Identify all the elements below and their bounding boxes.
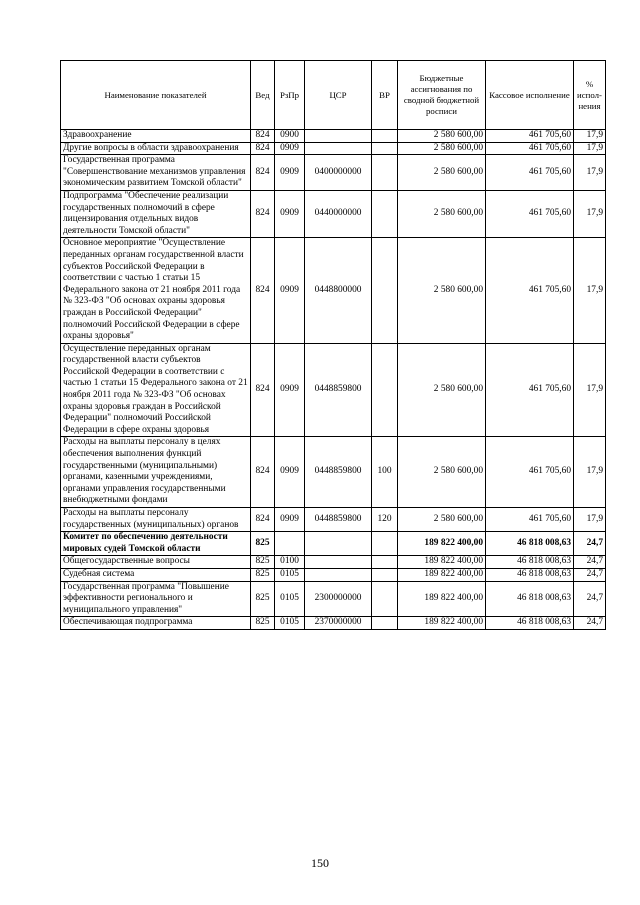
cell-pct: 24,7 — [574, 581, 606, 617]
cell-name: Основное мероприятие "Осуществление переданных органам государственной власти субъектов Российской Федерации в соответствии с частью 1 статьи 15 Федерального закона от 21 ноября 2011 года № 323-ФЗ "Об основах охраны здоровья граждан в Российской Федерации" полномочий Российской Федерации в сфере охраны здоровья" — [61, 238, 251, 343]
cell-assign: 189 822 400,00 — [398, 617, 486, 630]
cell-pct: 17,9 — [574, 155, 606, 191]
cell-cash: 461 705,60 — [486, 238, 574, 343]
table-row — [61, 617, 606, 630]
cell-vr — [372, 532, 398, 556]
cell-ved: 824 — [251, 130, 275, 143]
cell-assign: 2 580 600,00 — [398, 437, 486, 508]
cell-cash: 461 705,60 — [486, 142, 574, 155]
cell-rzpr: 0100 — [275, 556, 305, 569]
cell-rzpr: 0909 — [275, 238, 305, 343]
cell-vr — [372, 581, 398, 617]
cell-rzpr: 0909 — [275, 155, 305, 191]
cell-vr — [372, 343, 398, 437]
cell-ved: 825 — [251, 568, 275, 581]
cell-ved: 824 — [251, 190, 275, 237]
cell-assign: 189 822 400,00 — [398, 556, 486, 569]
cell-rzpr: 0105 — [275, 617, 305, 630]
table-row — [61, 142, 606, 155]
page-number: 150 — [311, 856, 329, 870]
cell-cash: 461 705,60 — [486, 343, 574, 437]
cell-csr: 0400000000 — [305, 155, 372, 191]
cell-rzpr: 0909 — [275, 190, 305, 237]
cell-vr — [372, 617, 398, 630]
cell-name: Здравоохранение — [61, 130, 251, 143]
cell-csr: 0448859800 — [305, 508, 372, 532]
cell-ved: 824 — [251, 142, 275, 155]
cell-ved: 825 — [251, 617, 275, 630]
cell-cash: 46 818 008,63 — [486, 568, 574, 581]
cell-csr: 0448859800 — [305, 437, 372, 508]
header-rzpr: РзПр — [275, 61, 305, 130]
cell-ved: 824 — [251, 437, 275, 508]
cell-assign: 2 580 600,00 — [398, 343, 486, 437]
cell-pct: 17,9 — [574, 190, 606, 237]
table-row — [61, 190, 606, 237]
cell-vr: 100 — [372, 437, 398, 508]
table-row — [61, 508, 606, 532]
cell-ved: 825 — [251, 581, 275, 617]
table-row — [61, 155, 606, 191]
cell-ved: 825 — [251, 556, 275, 569]
cell-pct: 17,9 — [574, 508, 606, 532]
cell-rzpr: 0105 — [275, 568, 305, 581]
cell-ved: 824 — [251, 343, 275, 437]
cell-ved: 824 — [251, 508, 275, 532]
cell-assign: 2 580 600,00 — [398, 155, 486, 191]
cell-name: Общегосударственные вопросы — [61, 556, 251, 569]
cell-vr — [372, 238, 398, 343]
cell-name: Подпрограмма "Обеспечение реализации государственных полномочий в сфере лицензирования отдельных видов деятельности Томской области" — [61, 190, 251, 237]
cell-pct: 17,9 — [574, 130, 606, 143]
cell-vr: 120 — [372, 508, 398, 532]
cell-ved: 824 — [251, 238, 275, 343]
cell-pct: 17,9 — [574, 343, 606, 437]
cell-csr — [305, 532, 372, 556]
cell-csr: 2300000000 — [305, 581, 372, 617]
cell-assign: 2 580 600,00 — [398, 142, 486, 155]
table-header-row — [61, 61, 606, 130]
cell-cash: 46 818 008,63 — [486, 581, 574, 617]
table-row — [61, 437, 606, 508]
cell-assign: 2 580 600,00 — [398, 508, 486, 532]
header-cash-execution: Кассовое исполнение — [486, 61, 574, 130]
cell-rzpr: 0909 — [275, 343, 305, 437]
cell-cash: 46 818 008,63 — [486, 617, 574, 630]
budget-table — [60, 60, 606, 630]
cell-pct: 24,7 — [574, 617, 606, 630]
cell-assign: 2 580 600,00 — [398, 190, 486, 237]
cell-name: Расходы на выплаты персоналу государственных (муниципальных) органов — [61, 508, 251, 532]
header-name: Наименование показателей — [61, 61, 251, 130]
table-row — [61, 581, 606, 617]
cell-assign: 2 580 600,00 — [398, 238, 486, 343]
cell-rzpr: 0900 — [275, 130, 305, 143]
header-ved: Вед — [251, 61, 275, 130]
table-row — [61, 343, 606, 437]
cell-csr — [305, 556, 372, 569]
cell-csr: 2370000000 — [305, 617, 372, 630]
cell-pct: 17,9 — [574, 142, 606, 155]
header-vr: ВР — [372, 61, 398, 130]
cell-rzpr: 0909 — [275, 437, 305, 508]
cell-vr — [372, 142, 398, 155]
table-row — [61, 532, 606, 556]
cell-pct: 17,9 — [574, 437, 606, 508]
cell-rzpr: 0909 — [275, 142, 305, 155]
cell-cash: 461 705,60 — [486, 155, 574, 191]
cell-vr — [372, 130, 398, 143]
table-row — [61, 238, 606, 343]
cell-cash: 46 818 008,63 — [486, 556, 574, 569]
cell-name: Осуществление переданных органам государственной власти субъектов Российской Федерации в соответствии с частью 1 статьи 15 Федерального закона от 21 ноября 2011 года № 323-ФЗ "Об основах охраны здоровья граждан в Российской Федерации" полномочий Российской Федерации в сфере охраны здоровья — [61, 343, 251, 437]
cell-assign: 189 822 400,00 — [398, 532, 486, 556]
header-csr: ЦСР — [305, 61, 372, 130]
cell-cash: 461 705,60 — [486, 130, 574, 143]
cell-assign: 189 822 400,00 — [398, 581, 486, 617]
cell-vr — [372, 190, 398, 237]
cell-vr — [372, 568, 398, 581]
cell-vr — [372, 556, 398, 569]
header-assignments: Бюджетные ассигнования по сводной бюджетной росписи — [398, 61, 486, 130]
cell-name: Другие вопросы в области здравоохранения — [61, 142, 251, 155]
table-row — [61, 568, 606, 581]
cell-cash: 461 705,60 — [486, 190, 574, 237]
cell-rzpr — [275, 532, 305, 556]
cell-csr: 0448800000 — [305, 238, 372, 343]
cell-csr — [305, 568, 372, 581]
cell-ved: 825 — [251, 532, 275, 556]
cell-pct: 17,9 — [574, 238, 606, 343]
cell-name: Государственная программа "Совершенствование механизмов управления экономическим развитием Томской области" — [61, 155, 251, 191]
cell-csr — [305, 142, 372, 155]
header-percent: % испол-нения — [574, 61, 606, 130]
table-row — [61, 130, 606, 143]
cell-pct: 24,7 — [574, 532, 606, 556]
cell-assign: 189 822 400,00 — [398, 568, 486, 581]
cell-csr: 0440000000 — [305, 190, 372, 237]
cell-name: Судебная система — [61, 568, 251, 581]
cell-rzpr: 0909 — [275, 508, 305, 532]
cell-name: Обеспечивающая подпрограмма — [61, 617, 251, 630]
cell-csr: 0448859800 — [305, 343, 372, 437]
cell-pct: 24,7 — [574, 556, 606, 569]
cell-ved: 824 — [251, 155, 275, 191]
cell-cash: 46 818 008,63 — [486, 532, 574, 556]
cell-name: Расходы на выплаты персоналу в целях обеспечения выполнения функций государственными (муниципальными) органами, казенными учреждениями, органами управления государственными внебюджетными фондами — [61, 437, 251, 508]
cell-name: Государственная программа "Повышение эффективности регионального и муниципального управления" — [61, 581, 251, 617]
table-body — [61, 130, 606, 630]
cell-assign: 2 580 600,00 — [398, 130, 486, 143]
cell-csr — [305, 130, 372, 143]
cell-name: Комитет по обеспечению деятельности мировых судей Томской области — [61, 532, 251, 556]
cell-rzpr: 0105 — [275, 581, 305, 617]
cell-vr — [372, 155, 398, 191]
table-row — [61, 556, 606, 569]
cell-cash: 461 705,60 — [486, 437, 574, 508]
cell-pct: 24,7 — [574, 568, 606, 581]
cell-cash: 461 705,60 — [486, 508, 574, 532]
